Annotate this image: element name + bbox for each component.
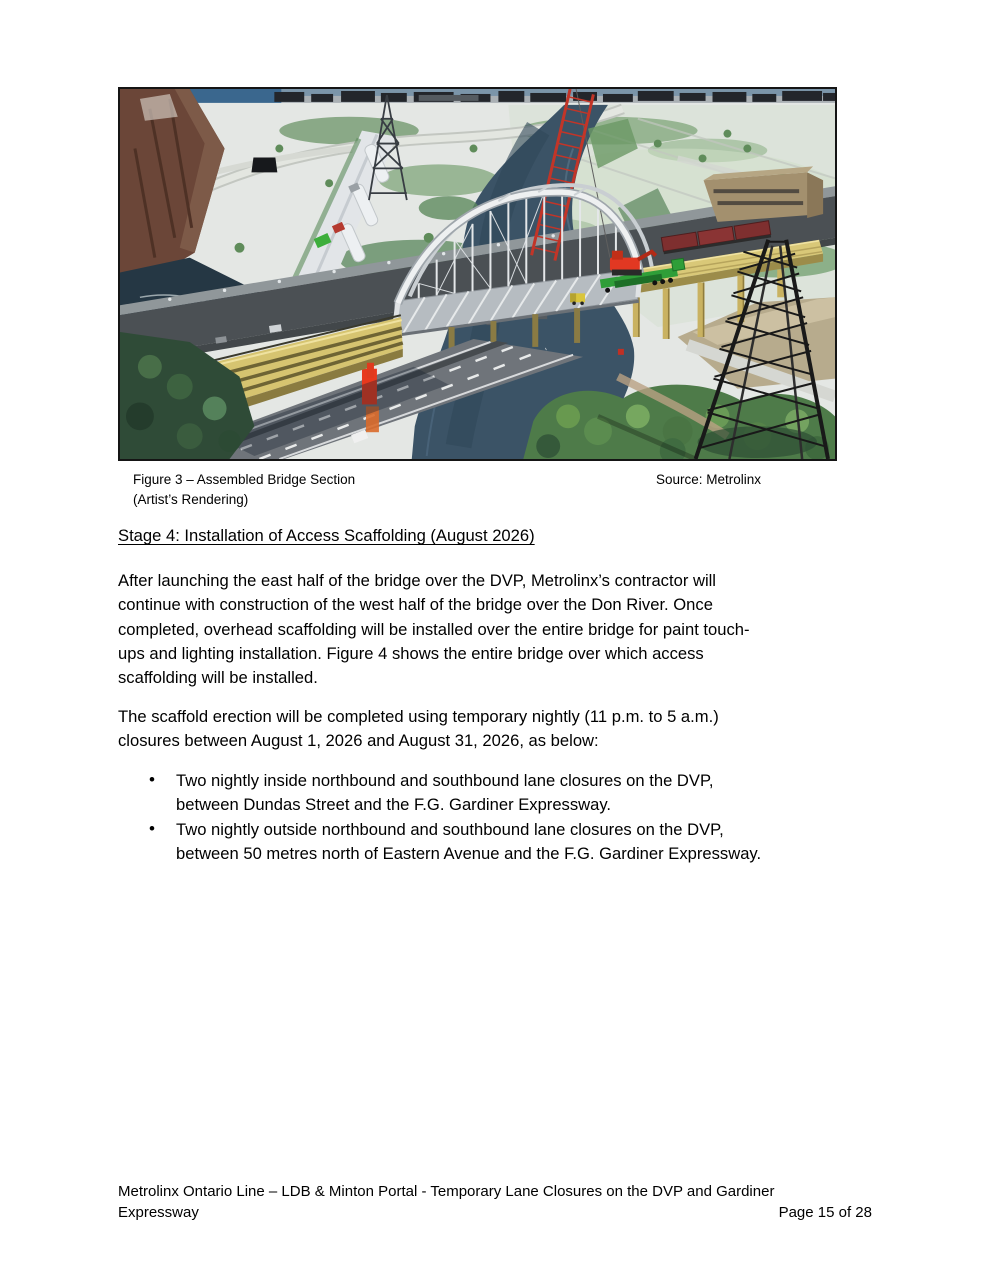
figure-3-image — [118, 87, 837, 461]
footer-title-line2: Expressway — [118, 1203, 199, 1221]
figure-3-illustration — [120, 89, 835, 459]
stage-4-heading: Stage 4: Installation of Access Scaffolding (August 2026) — [118, 526, 535, 545]
right-building — [704, 166, 823, 222]
figure-source: Source: Metrolinx — [656, 472, 762, 487]
figure-caption-line1: Figure 3 – Assembled Bridge Section — [133, 472, 356, 487]
bullet-line: • Two nightly inside northbound and southbound lane closures on the DVP, — [176, 771, 714, 790]
figure-caption-row — [118, 470, 872, 510]
bullet-line: between Dundas Street and the F.G. Gardiner Expressway. — [176, 795, 612, 815]
paragraph-2 — [118, 705, 880, 754]
deck-red-marker — [367, 363, 374, 378]
text-line: ups and lighting installation. Figure 4 shows the entire bridge over which access — [118, 643, 704, 663]
page-footer — [118, 1182, 872, 1223]
bullet-line: between 50 metres north of Eastern Avenue and the F.G. Gardiner Expressway. — [176, 843, 762, 863]
figure-caption-line2: (Artist’s Rendering) — [133, 492, 249, 507]
black-structure — [251, 157, 277, 172]
footer-title-line1: Metrolinx Ontario Line – LDB & Minton Portal - Temporary Lane Closures on the DVP and Gardiner — [118, 1183, 775, 1200]
figure-caption — [133, 470, 872, 510]
bullet-item — [118, 818, 880, 867]
paragraph-1 — [118, 569, 880, 690]
page-number: Page 15 of 28 — [778, 1203, 872, 1221]
bullet-item — [118, 769, 880, 818]
text-line: The scaffold erection will be completed using temporary nightly (11 p.m. to 5 a.m.) — [118, 707, 719, 726]
closure-bullet-list — [118, 769, 880, 866]
text-line: scaffolding will be installed. — [118, 668, 318, 688]
text-line: After launching the east half of the bridge over the DVP, Metrolinx’s contractor will — [118, 571, 716, 590]
text-line: closures between August 1, 2026 and August 31, 2026, as below: — [118, 731, 599, 751]
text-line: completed, overhead scaffolding will be installed over the entire bridge for paint touch- — [118, 619, 750, 639]
bullet-line: • Two nightly outside northbound and southbound lane closures on the DVP, — [176, 819, 724, 839]
text-line: continue with construction of the west half of the bridge over the Don River. Once — [118, 595, 713, 615]
